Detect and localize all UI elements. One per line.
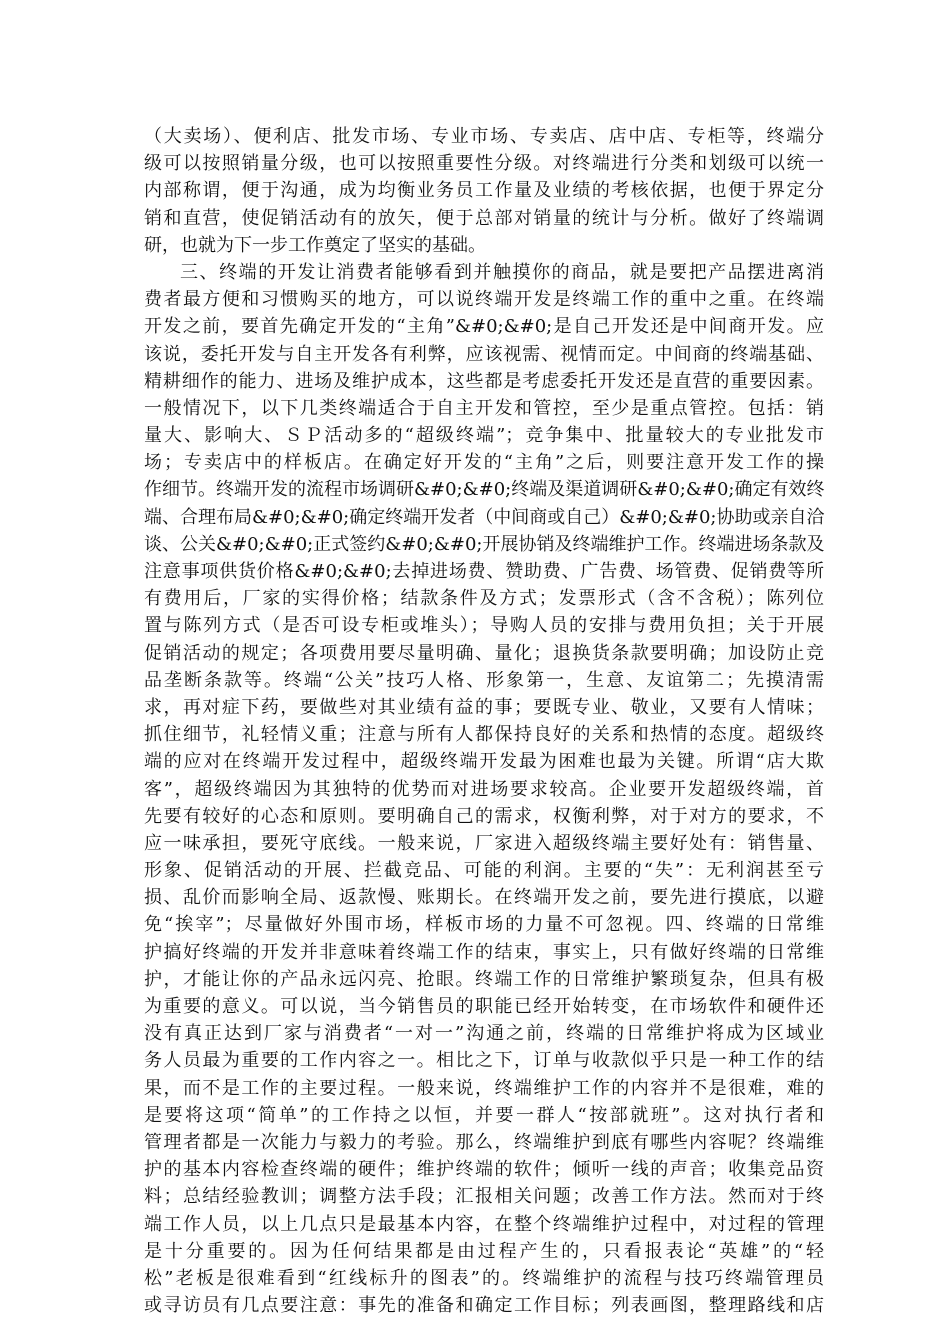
text-line: 端、合理布局&#0;&#0;确定终端开发者（中间商或自己）&#0;&#0;协助或亲自洽 (144, 506, 825, 528)
text-line: 品垄断条款等。终端“公关”技巧人格、形象第一，生意、友谊第二；先摸清需 (144, 669, 824, 691)
text-line: 一般情况下，以下几类终端适合于自主开发和管控，至少是重点管控。包括：销 (144, 397, 824, 419)
text-line: 护的基本内容检查终端的硬件；维护终端的软件；倾听一线的声音；收集竞品资 (144, 1159, 824, 1181)
text-line: 先要有较好的心态和原则。要明确自己的需求，权衡利弊，对于对方的要求，不 (144, 805, 824, 827)
text-line: 置与陈列方式（是否可设专柜或堆头）；导购人员的安排与费用负担；关于开展 (144, 615, 824, 637)
text-line: 销和直营，使促销活动有的放矢，便于总部对销量的统计与分析。做好了终端调 (144, 207, 824, 229)
text-line: 开发之前，要首先确定开发的“主角”&#0;&#0;是自己开发还是中间商开发。应 (144, 316, 824, 338)
text-line: 作细节。终端开发的流程市场调研&#0;&#0;终端及渠道调研&#0;&#0;确定有效终 (144, 479, 825, 501)
text-line: 内部称谓，便于沟通，成为均衡业务员工作量及业绩的考核依据，也便于界定分 (144, 180, 824, 202)
text-line: 求，再对症下药，要做些对其业绩有益的事；要既专业、敬业，又要有人情味； (144, 696, 824, 718)
text-line: （大卖场）、便利店、批发市场、专业市场、专卖店、店中店、专柜等，终端分 (144, 126, 824, 147)
text-line: 护，才能让你的产品永远闪亮、抢眼。终端工作的日常维护繁琐复杂，但具有极 (144, 968, 824, 990)
text-line: 料；总结经验教训；调整方法手段；汇报相关问题；改善工作方法。然而对于终 (144, 1186, 824, 1208)
text-line: 促销活动的规定；各项费用要尽量明确、量化；退换货条款要明确；加设防止竞 (144, 642, 824, 664)
text-line: 研，也就为下一步工作奠定了坚实的基础。 (144, 234, 486, 256)
text-line: 是十分重要的。因为任何结果都是由过程产生的，只看报表论“英雄”的“轻 (144, 1240, 824, 1262)
text-line: 是要将这项“简单”的工作持之以恒，并要一群人“按部就班”。这对执行者和 (144, 1104, 824, 1126)
section-heading-line: 三、终端的开发让消费者能够看到并触摸你的商品，就是要把产品摆进离消 (180, 261, 824, 283)
document-body (144, 123, 824, 1319)
text-line: 损、乱价而影响全局、返款慢、账期长。在终端开发之前，要先进行摸底，以避 (144, 887, 824, 909)
text-line: 或寻访员有几点要注意：事先的准备和确定工作目标；列表画图，整理路线和店 (144, 1295, 824, 1317)
text-line: 没有真正达到厂家与消费者“一对一”沟通之前，终端的日常维护将成为区域业 (144, 1023, 824, 1045)
text-line: 免“挨宰”；尽量做好外围市场，样板市场的力量不可忽视。四、终端的日常维 (144, 914, 824, 936)
text-line: 该说，委托开发与自主开发各有利弊，应该视需、视情而定。中间商的终端基础、 (144, 343, 824, 365)
text-line: 果，而不是工作的主要过程。一般来说，终端维护工作的内容并不是很难，难的 (144, 1077, 824, 1099)
text-line: 管理者都是一次能力与毅力的考验。那么，终端维护到底有哪些内容呢？终端维 (144, 1131, 824, 1153)
text-line: 有费用后，厂家的实得价格；结款条件及方式；发票形式（含不含税）；陈列位 (144, 588, 824, 610)
text-line: 端工作人员，以上几点只是最基本内容，在整个终端维护过程中，对过程的管理 (144, 1213, 824, 1235)
text-line: 端的应对在终端开发过程中，超级终端开发最为困难也最为关键。所谓“店大欺 (144, 751, 824, 773)
text-line: 量大、影响大、ＳＰ活动多的“超级终端”；竞争集中、批量较大的专业批发市 (144, 425, 824, 447)
text-line: 应一味承担，要死守底线。一般来说，厂家进入超级终端主要好处有：销售量、 (144, 832, 824, 854)
text-line: 精耕细作的能力、进场及维护成本，这些都是考虑委托开发还是直营的重要因素。 (144, 370, 824, 392)
text-line: 级可以按照销量分级，也可以按照重要性分级。对终端进行分类和划级可以统一 (144, 153, 824, 175)
text-line: 形象、促销活动的开展、拦截竞品、可能的利润。主要的“失”：无利润甚至亏 (144, 860, 824, 882)
text-line: 注意事项供货价格&#0;&#0;去掉进场费、赞助费、广告费、场管费、促销费等所 (144, 561, 824, 582)
text-line: 抓住细节，礼轻情义重；注意与所有人都保持良好的关系和热情的态度。超级终 (144, 724, 824, 746)
text-line: 松”老板是很难看到“红线标升的图表”的。终端维护的流程与技巧终端管理员 (144, 1267, 824, 1289)
text-line: 为重要的意义。可以说，当今销售员的职能已经开始转变，在市场软件和硬件还 (144, 996, 824, 1017)
text-line: 谈、公关&#0;&#0;正式签约&#0;&#0;开展协销及终端维护工作。终端进场条款及 (144, 533, 825, 555)
text-line: 护搞好终端的开发并非意味着终端工作的结束，事实上，只有做好终端的日常维 (144, 941, 824, 963)
text-line: 务人员最为重要的工作内容之一。相比之下，订单与收款似乎只是一种工作的结 (144, 1050, 824, 1072)
text-line: 客”，超级终端因为其独特的优势而对进场要求较高。企业要开发超级终端，首 (144, 778, 824, 800)
text-line: 场；专卖店中的样板店。在确定好开发的“主角”之后，则要注意开发工作的操 (144, 452, 824, 474)
text-line: 费者最方便和习惯购买的地方，可以说终端开发是终端工作的重中之重。在终端 (144, 289, 824, 311)
